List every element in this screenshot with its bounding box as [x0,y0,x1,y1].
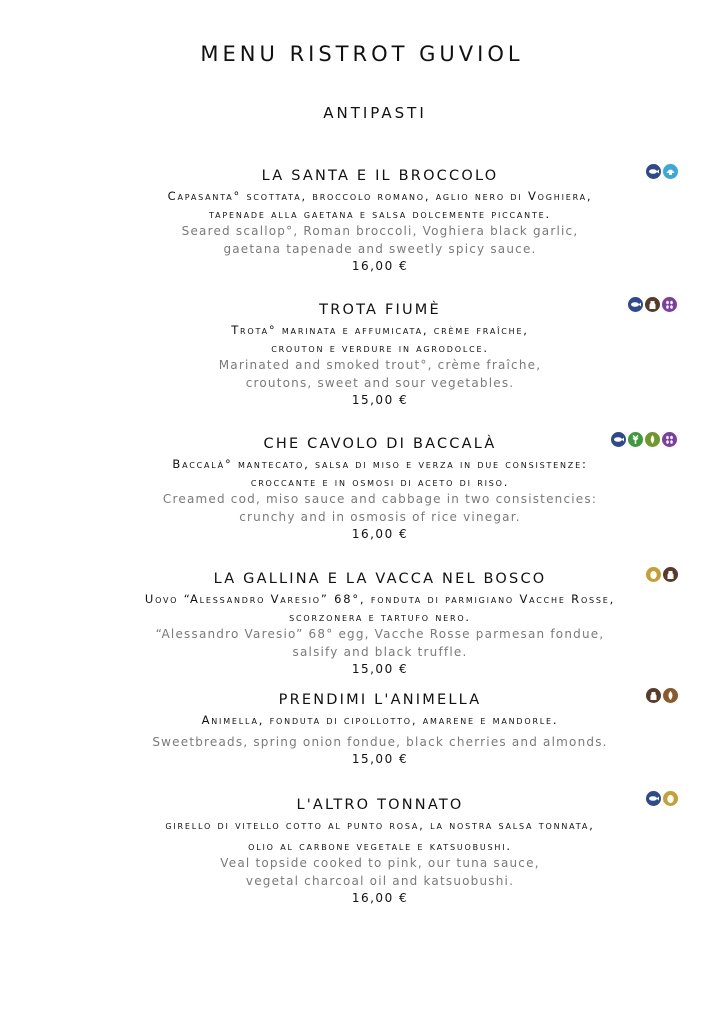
dish-price: 16,00 € [351,527,409,541]
dish-description-it: Baccalà° mantecato, salsa di miso e verza in due consistenze: [172,457,588,471]
dish-description-en: Marinated and smoked trout°, crème fraîche, [218,358,542,372]
fish-icon [646,164,661,179]
nuts-icon [663,688,678,703]
dish-name: PRENDIMI L'ANIMELLA [278,692,482,708]
dish-item [0,569,724,679]
dish-price: 16,00 € [351,259,409,273]
allergen-icons [646,567,678,582]
dish-description-it: crouton e verdure in agrodolce. [271,340,489,355]
dish-price: 16,00 € [351,891,409,905]
milk-icon [663,567,678,582]
dish-name: L'ALTRO TONNATO [296,797,464,813]
egg-icon [663,791,678,806]
dish-item [0,690,724,769]
dish-price: 15,00 € [351,662,409,676]
dish-description-en: gaetana tapenade and sweetly spicy sauce. [223,241,537,256]
section-heading-antipasti: ANTIPASTI [323,104,427,122]
dish-description-en: “Alessandro Varesio” 68° egg, Vacche Rosse parmesan fondue, [155,627,605,641]
dish-description-it: olio al carbone vegetale e katsuobushi. [248,838,512,853]
dish-description-it: scorzonera e tartufo nero. [289,609,471,624]
dish-name: LA GALLINA E LA VACCA NEL BOSCO [213,571,547,587]
dish-description-en: salsify and black truffle. [292,644,468,659]
egg-icon [646,567,661,582]
dish-name: CHE CAVOLO DI BACCALÀ [263,436,497,452]
milk-icon [645,297,660,312]
sesame-icon [662,297,677,312]
dish-price: 15,00 € [351,393,409,407]
dish-description-en: Seared scallop°, Roman broccoli, Voghiera black garlic, [181,224,579,238]
dish-description-en: Creamed cod, miso sauce and cabbage in two consistencies: [162,492,598,506]
menu-title: MENU RISTROT GUVIOL [200,42,524,66]
sesame-icon [662,432,677,447]
shellfish-icon [663,164,678,179]
dish-name: TROTA FIUMÈ [319,302,441,318]
fish-icon [628,297,643,312]
dish-description-it: tapenade alla gaetana e salsa dolcemente piccante. [209,206,551,221]
dish-name: LA SANTA E IL BROCCOLO [261,168,499,184]
dish-description-it: croccante e in osmosi di aceto di riso. [250,474,510,489]
allergen-icons [628,297,677,312]
dish-description-it: Uovo “Alessandro Varesio” 68°, fonduta di parmigiano Vacche Rosse, [144,592,616,606]
dish-description-it: girello di vitello cotto al punto rosa, la nostra salsa tonnata, [165,818,595,832]
dish-description-en: Veal topside cooked to pink, our tuna sauce, [220,856,540,870]
dish-item [0,434,724,544]
dish-description-it: Animella, fonduta di cipollotto, amarene e mandorle. [201,713,559,727]
soy-icon [645,432,660,447]
allergen-icons [646,791,678,806]
fish-icon [646,791,661,806]
dish-price: 15,00 € [351,752,409,766]
dish-item [0,166,724,276]
dish-item [0,300,724,410]
dish-description-en: vegetal charcoal oil and katsuobushi. [245,873,515,888]
dish-item [0,795,724,908]
milk-icon [646,688,661,703]
fish-icon [611,432,626,447]
celery-icon [628,432,643,447]
dish-description-it: Trota° marinata e affumicata, crème fraîche, [231,323,529,337]
allergen-icons [611,432,677,447]
allergen-icons [646,164,678,179]
dish-description-en: crunchy and in osmosis of rice vinegar. [239,509,521,524]
allergen-icons [646,688,678,703]
dish-description-it: Capasanta° scottata, broccolo romano, aglio nero di Voghiera, [167,189,593,203]
dish-description-en: croutons, sweet and sour vegetables. [245,375,515,390]
dish-description-en: Sweetbreads, spring onion fondue, black cherries and almonds. [152,734,608,749]
